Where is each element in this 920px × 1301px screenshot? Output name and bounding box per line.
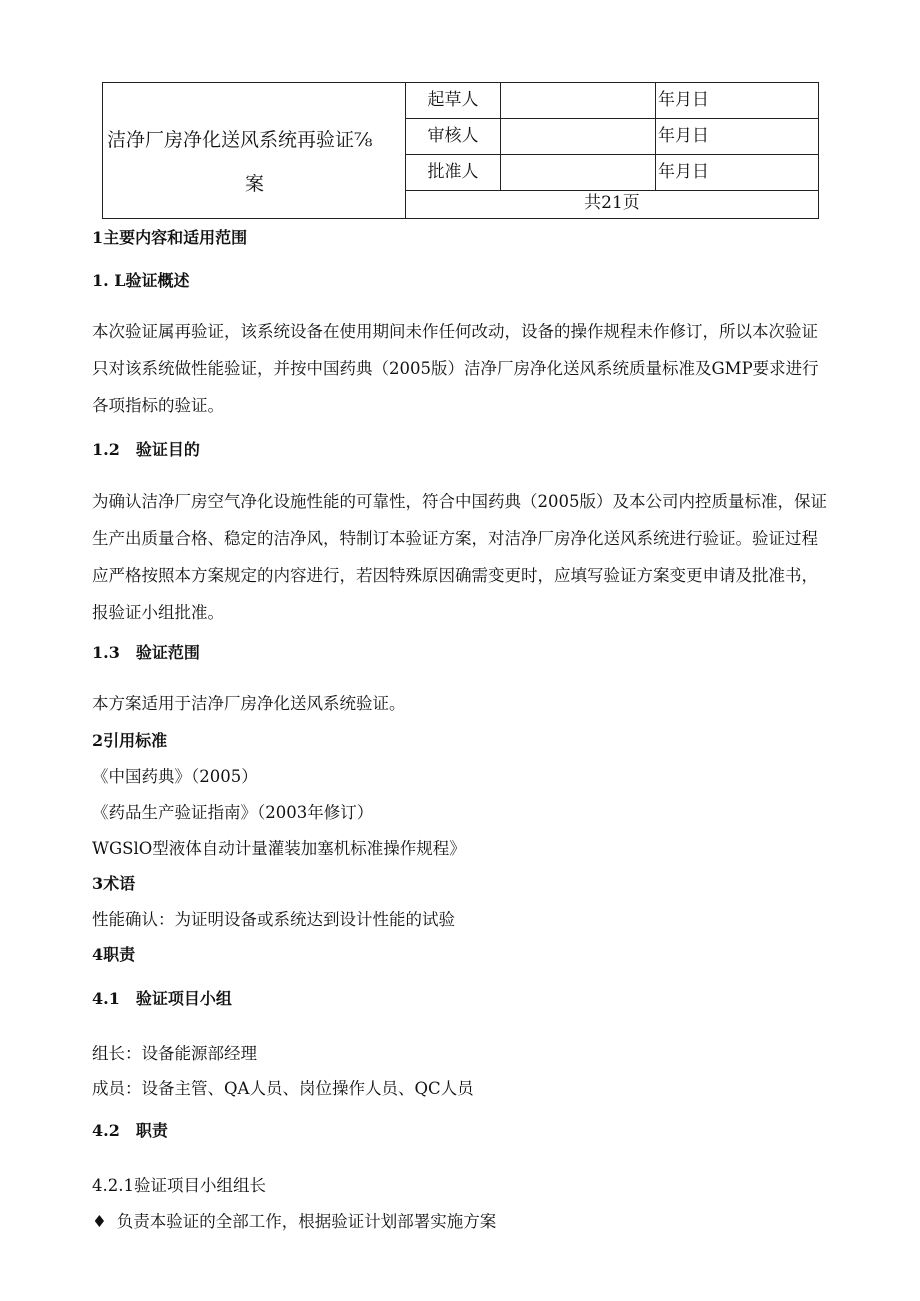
team-leader-text: 组长：设备能源部经理 [92, 1044, 257, 1063]
approver-date: 年月日 [658, 162, 709, 182]
document-title-cell [103, 83, 406, 218]
total-pages: 共21页 [584, 193, 640, 213]
document-title-line1: 洁净厂房净化送风系统再验证⅞ [107, 129, 373, 151]
drafter-label: 起草人 [406, 83, 501, 118]
reference-item: 《药品生产验证指南》（2003年修订） [92, 803, 374, 822]
section-3-heading: 3术语 [92, 874, 136, 893]
approver-row [406, 155, 818, 191]
reviewer-row [406, 119, 818, 155]
section-1-3-heading: 1.3 验证范围 [92, 643, 200, 662]
reference-item: 《中国药典》（2005） [92, 767, 258, 786]
reviewer-signature-field [501, 119, 656, 154]
diamond-bullet-icon: ♦ [92, 1212, 107, 1231]
team-members-text: 成员：设备主管、QA人员、岗位操作人员、QC人员 [92, 1079, 474, 1098]
drafter-signature-field [501, 83, 656, 118]
section-4-2-heading: 4.2 职责 [92, 1121, 168, 1140]
bullet-item [92, 1208, 496, 1232]
section-1-heading: 1主要内容和适用范围 [92, 228, 248, 247]
section-2-heading: 2引用标准 [92, 731, 168, 750]
section-4-1-heading: 4.1 验证项目小组 [92, 989, 232, 1008]
bullet-text: 负责本验证的全部工作，根据验证计划部署实施方案 [116, 1212, 497, 1231]
drafter-date: 年月日 [658, 90, 709, 110]
section-1-3-text: 本方案适用于洁净厂房净化送风系统验证。 [92, 694, 406, 713]
header-table [102, 82, 819, 219]
section-4-2-1-heading: 4.2.1验证项目小组组长 [92, 1176, 266, 1195]
reference-item: WGSlO型液体自动计量灌装加塞机标准操作规程》 [92, 839, 466, 858]
section-3-text: 性能确认：为证明设备或系统达到设计性能的试验 [92, 910, 455, 929]
section-1-1-text: 本次验证属再验证，该系统设备在使用期间未作任何改动，设备的操作规程未作修订，所以本次验证只对该系统做性能验证，并按中国药典（2005版）洁净厂房净化送风系统质量标准及GMP要求进行各项指标的验证。 [92, 322, 819, 415]
reviewer-date: 年月日 [658, 126, 709, 146]
reviewer-label: 审核人 [406, 119, 501, 154]
section-1-2-heading: 1.2 验证目的 [92, 440, 200, 459]
drafter-row [406, 83, 818, 119]
section-1-2-text: 为确认洁净厂房空气净化设施性能的可靠性，符合中国药典（2005版）及本公司内控质量标准，保证生产出质量合格、稳定的洁净风，特制订本验证方案，对洁净厂房净化送风系统进行验证。验证过程应严格按照本方案规定的内容进行，若因特殊原因确需变更时，应填写验证方案变更申请及批准书，报验证小组批准。 [92, 492, 827, 622]
section-4-heading: 4职责 [92, 945, 136, 964]
approver-signature-field [501, 155, 656, 190]
document-title-line2: 案 [244, 173, 264, 195]
section-1-1-heading: 1. L验证概述 [92, 271, 190, 290]
approver-label: 批准人 [406, 155, 501, 190]
